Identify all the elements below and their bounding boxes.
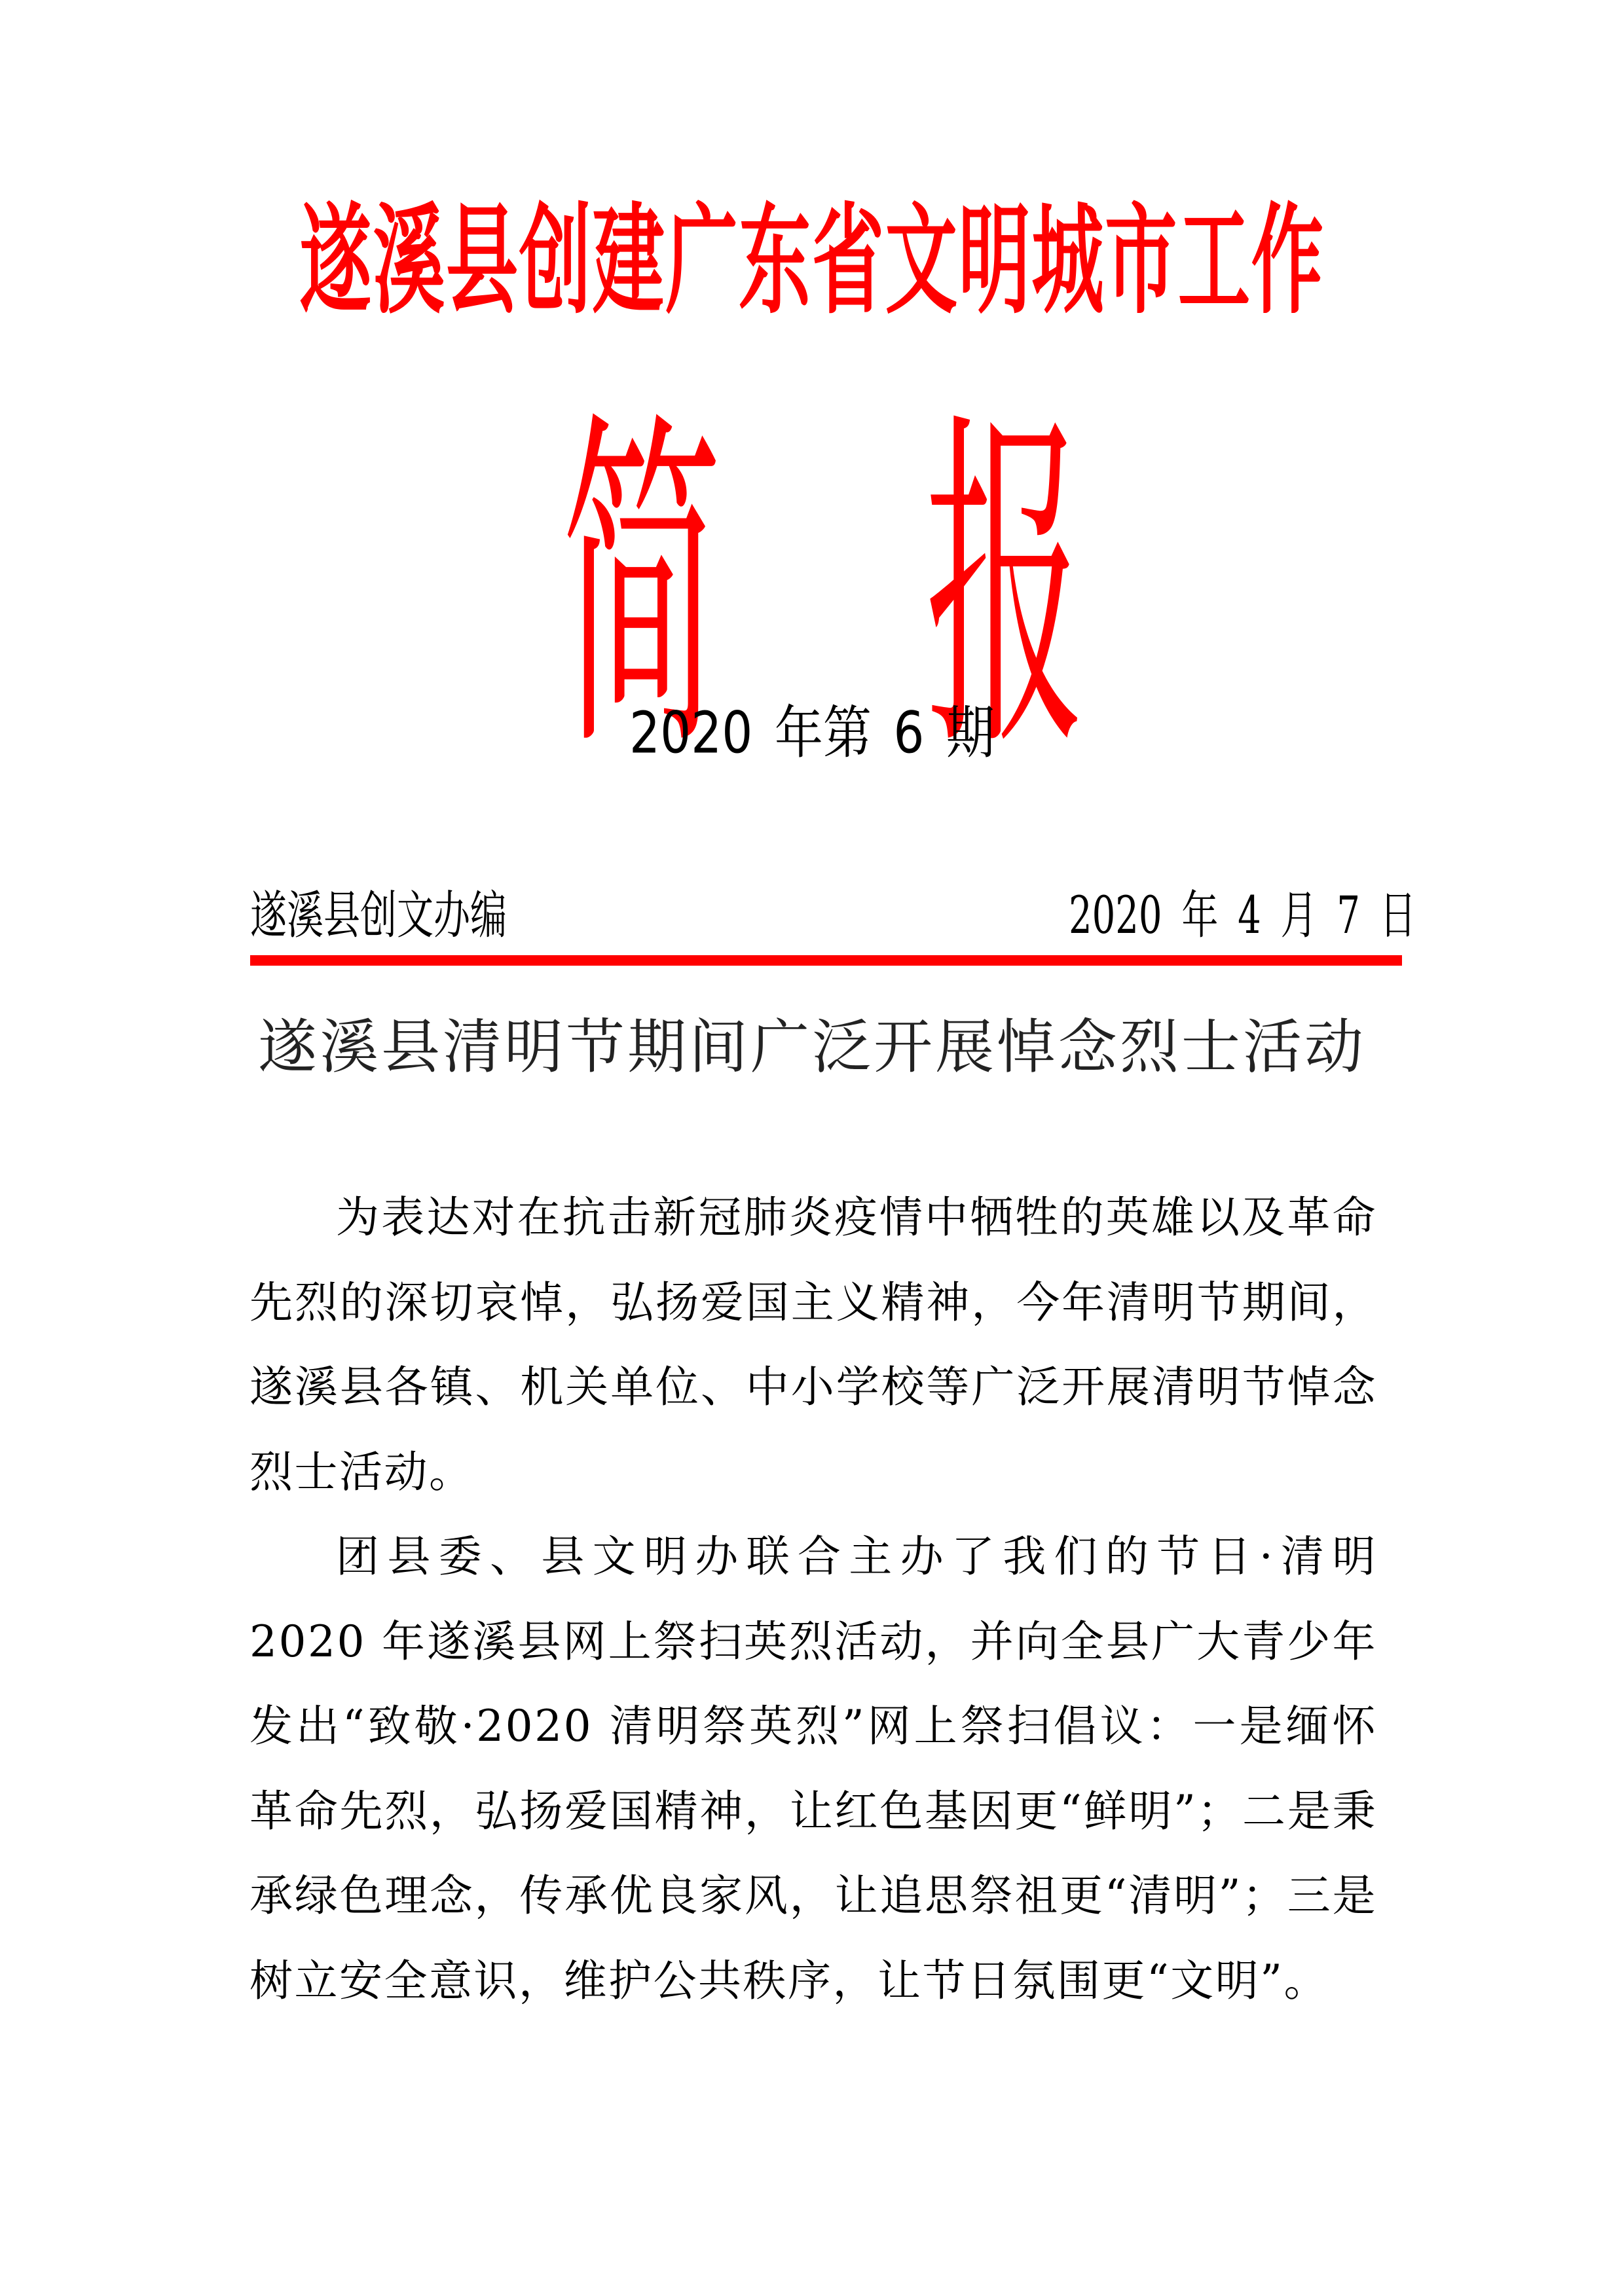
bulletin-char-jian-text: 简 [561, 384, 722, 793]
paragraph-2: 团县委、县文明办联合主办了我们的节日·清明 2020 年遂溪县网上祭扫英烈活动，并向全县广大青少年发出“致敬·2020 清明祭英烈”网上祭扫倡议：一是缅怀革命先烈，弘扬爱国精神，让红色基因更“鲜明”；二是秉承绿色理念，传承优良家风，让追思祭祖更“清明”；三是树立安全意识，维护公共秩序，让节日氛围更“文明”。 [249, 1531, 1377, 2006]
article-body [249, 1175, 1377, 2023]
article-heading-text: 遂溪县清明节期间广泛开展悼念烈士活动 [258, 1013, 1366, 1082]
bulletin-char-bao-text: 报 [925, 384, 1086, 793]
masthead-title-text: 遂溪县创建广东省文明城市工作 [299, 192, 1325, 331]
red-divider-rule [250, 955, 1402, 966]
editor-row [250, 881, 1416, 953]
masthead-title [0, 192, 1624, 331]
article-heading [0, 1002, 1624, 1093]
issue-number-text: 2020 年第 6 期 [629, 700, 995, 767]
issue-date: 2020 年 4 月 7 日 [1069, 886, 1416, 946]
editor-label: 遂溪县创文办编 [250, 886, 507, 946]
paragraph-1: 为表达对在抗击新冠肺炎疫情中牺牲的英雄以及革命先烈的深切哀悼，弘扬爱国主义精神，今年清明节期间，遂溪县各镇、机关单位、中小学校等广泛开展清明节悼念烈士活动。 [249, 1192, 1377, 1497]
issue-number [0, 694, 1624, 773]
